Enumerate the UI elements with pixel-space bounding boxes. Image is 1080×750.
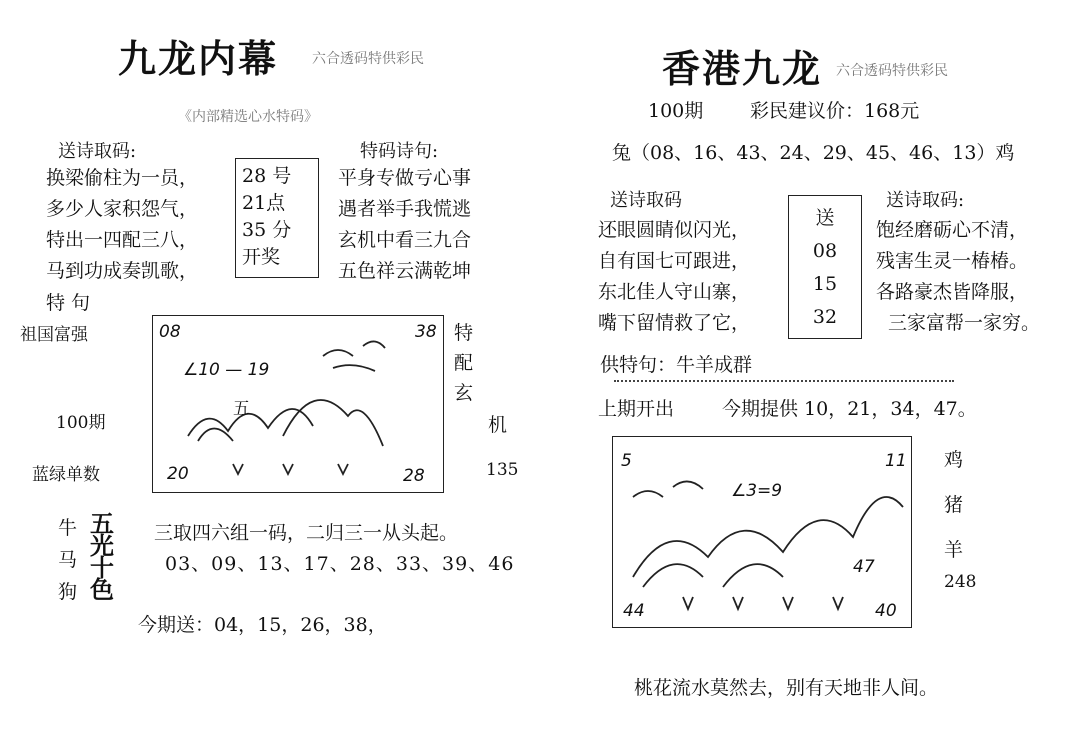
sketch-five: 五: [233, 399, 250, 419]
poem-line: 饱经磨砺心不清，: [876, 219, 1029, 241]
left-special-poem-label: 特码诗句:: [360, 141, 439, 162]
sketch-tr: 38: [415, 322, 437, 342]
send-box-line: 08: [812, 240, 838, 262]
side-animal: 猪: [944, 494, 964, 516]
poem-line: 自有国七可跟进，: [598, 250, 751, 272]
right-sketch-box: [612, 436, 912, 628]
side-animal: 羊: [944, 539, 964, 561]
send-box: [788, 195, 862, 339]
send-box-line: 32: [812, 306, 838, 328]
draw-box-line: 21点: [242, 192, 286, 214]
sketch-tl: 5: [621, 451, 632, 471]
poem-line: 残害生灵一椿椿。: [876, 250, 1029, 272]
left-sketch-box: [152, 315, 444, 493]
sketch-tl: 08: [159, 322, 181, 342]
wuxing-chars: [90, 509, 114, 604]
left-subtitle: 《内部精选心水特码》: [178, 109, 318, 125]
draw-time-box: [235, 158, 319, 278]
left-side-label: 祖国富强: [20, 325, 88, 345]
draw-box-line: 35 分: [242, 219, 292, 241]
left-issue: 100期: [56, 413, 106, 433]
right-special-phrase: 供特句：牛羊成群: [600, 354, 753, 376]
poem-line: 多少人家积怨气，: [46, 198, 199, 220]
poem-line: 换梁偷柱为一员，: [46, 167, 199, 189]
right-price: 彩民建议价：168元: [750, 100, 920, 122]
sketch-mid: ∠10 — 19: [183, 360, 270, 380]
side-char: 玄: [454, 382, 474, 404]
side-animal: 鸡: [944, 449, 964, 471]
left-title-sub: 六合透码特供彩民: [312, 51, 424, 67]
poem-line: 嘴下留情救了它，: [598, 312, 751, 334]
poem-line: 特出一四配三八，: [46, 229, 199, 251]
footer-line: 桃花流水莫然去，别有天地非人间。: [634, 677, 939, 699]
left-poem-lines: [46, 163, 198, 287]
wuxing-char: 五: [90, 509, 114, 538]
rule-text: 三取四六组一码，二归三一从头起。: [154, 522, 459, 544]
right-side-number: 248: [944, 572, 977, 592]
draw-box-line: 28 号: [242, 165, 292, 187]
right-label-ji: 机: [488, 414, 508, 436]
left-poem-label: 送诗取码:: [58, 141, 137, 162]
special-phrase-label: 特 句: [46, 292, 91, 314]
special-line: 遇者举手我慌逃: [338, 198, 472, 220]
hills-sketch-icon: [613, 437, 911, 627]
poem-line: 各路豪杰皆降服，: [876, 281, 1029, 303]
right-side-animals: [944, 438, 963, 573]
rabbit-line: 兔（08、16、43、24、29、45、46、13）鸡: [612, 142, 1015, 164]
dotted-divider: [614, 380, 954, 382]
poem-line: 还眼圆睛似闪光，: [598, 219, 751, 241]
side-char: 配: [454, 352, 474, 374]
send-box-line: 送: [815, 207, 835, 229]
right-poem-right: [876, 215, 1040, 339]
right-side-chars: [454, 318, 473, 408]
wuxing-char: 十: [90, 553, 114, 582]
special-line: 玄机中看三九合: [338, 229, 472, 251]
right-poem-left: [598, 215, 750, 339]
animal: 牛: [58, 517, 78, 539]
poem-line: 东北佳人守山寨，: [598, 281, 751, 303]
mountain-sketch-icon: [153, 316, 443, 492]
color-hint: 蓝绿单数: [32, 465, 100, 485]
special-line: 五色祥云满乾坤: [338, 260, 472, 282]
wuxing-char: 光: [90, 531, 114, 560]
left-special-lines: [338, 163, 471, 287]
special-line: 平身专做亏心事: [338, 167, 472, 189]
right-poem-label-right: 送诗取码:: [886, 190, 965, 211]
sketch-47: 47: [853, 557, 875, 577]
side-char: 特: [454, 322, 474, 344]
wuxing-char: 色: [90, 575, 114, 604]
right-poem-label-left: 送诗取码: [610, 190, 682, 211]
send-box-line: 15: [812, 273, 838, 295]
sketch-br: 28: [403, 466, 425, 486]
poem-line: 马到功成奏凯歌，: [46, 260, 199, 282]
left-title: 九龙内幕: [118, 36, 279, 81]
sketch-tr: 11: [885, 451, 907, 471]
right-title: 香港九龙: [662, 46, 823, 91]
right-issue: 100期: [648, 100, 704, 122]
sketch-mid: ∠3=9: [731, 481, 783, 501]
right-title-sub: 六合透码特供彩民: [836, 63, 948, 79]
this-issue: 今期提供 10，21，34，47。: [722, 398, 977, 420]
sketch-br: 40: [875, 601, 897, 621]
animal: 马: [58, 549, 78, 571]
animal: 狗: [58, 581, 78, 603]
numbers-line: 03、09、13、17、28、33、39、46: [165, 553, 515, 575]
draw-box-line: 开奖: [242, 246, 281, 268]
last-issue: 上期开出: [598, 398, 675, 420]
sketch-bl: 20: [167, 464, 189, 484]
sketch-bl: 44: [623, 601, 645, 621]
poem-line: 三家富帮一家穷。: [888, 312, 1041, 334]
left-animals: [58, 512, 77, 608]
send-line: 今期送：04，15，26，38，: [138, 614, 387, 636]
right-number: 135: [486, 460, 519, 480]
